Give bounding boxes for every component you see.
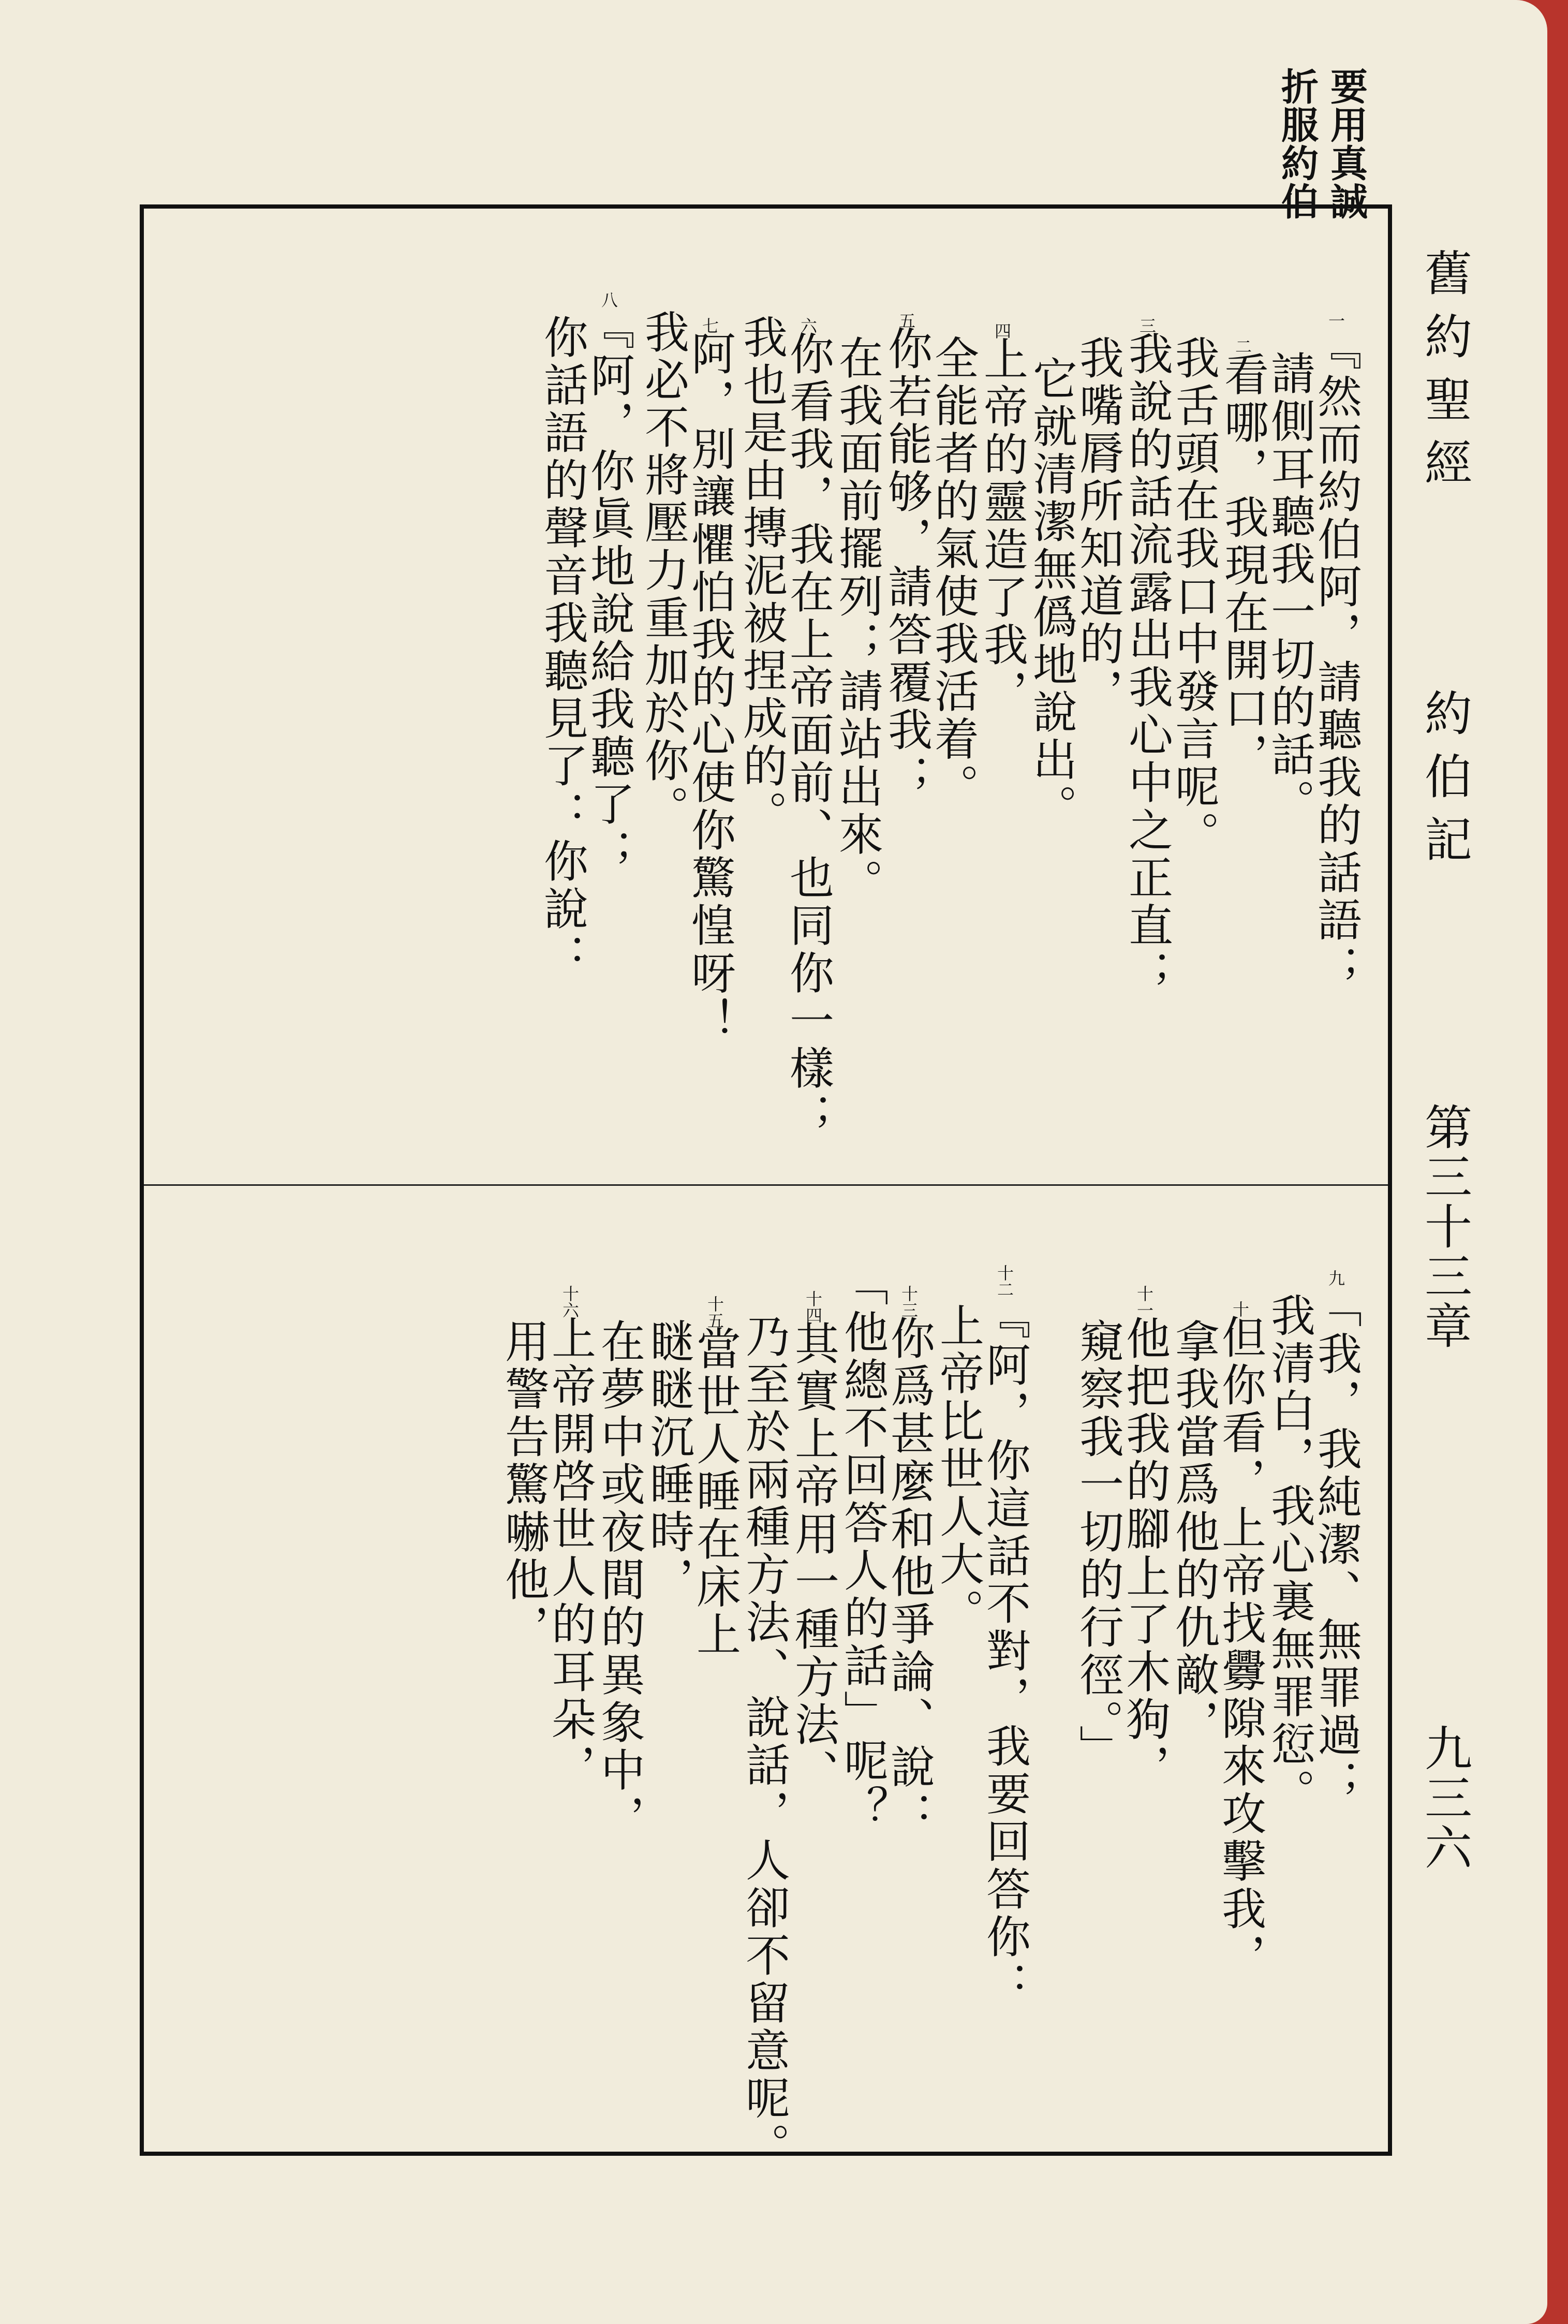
verse-line <box>883 1285 935 1839</box>
verse-line <box>738 1313 790 2170</box>
verse-line <box>689 1296 741 1659</box>
verse-text: 上帝比世人大。 <box>932 1303 984 1636</box>
verse-text: 「他總不回答人的話」呢？ <box>836 1261 888 1833</box>
verse-text: 上帝的靈造了我， <box>976 336 1028 717</box>
verse-text: 阿，別讓懼怕我的心使你驚惶呀！ <box>684 331 735 1045</box>
section-divider <box>144 1184 1388 1186</box>
verse-text: 我嘴脣所知道的， <box>1072 335 1123 716</box>
verse-text: 我說的話流露出我心中之正直； <box>1121 331 1173 997</box>
verse-number: 三 <box>1137 317 1157 334</box>
side-note-line-2: 折服約伯 <box>1275 67 1319 220</box>
verse-number: 九 <box>1326 1270 1345 1286</box>
verse-number: 八 <box>599 291 618 308</box>
verse-number: 十一 <box>1134 1285 1154 1318</box>
side-note-line-1: 要用真誠 <box>1324 67 1368 220</box>
verse-line <box>1214 1301 1266 1981</box>
verse-text: 但你看，上帝找釁隙來攻擊我， <box>1214 1314 1266 1981</box>
verse-text: 瞇瞇沉睡時， <box>642 1318 694 1604</box>
verse-line <box>1263 350 1315 827</box>
verse-number: 四 <box>992 322 1012 339</box>
verse-text: 看哪，我現在開口， <box>1217 351 1268 780</box>
book-title: 約伯記 <box>1417 688 1472 878</box>
verse-line <box>1025 356 1077 832</box>
verse-line <box>735 314 787 838</box>
verse-line <box>782 317 834 1140</box>
verse-line <box>497 1318 549 1652</box>
verse-text: 我舌頭在我口中發言呢。 <box>1167 335 1219 859</box>
verse-line <box>1263 1292 1315 1816</box>
verse-number: 十六 <box>560 1285 580 1318</box>
verse-line <box>684 317 735 1045</box>
verse-line <box>536 314 588 981</box>
verse-text: 你爲甚麼和他爭論、說： <box>883 1315 935 1839</box>
verse-text: 請側耳聽我一切的話。 <box>1263 350 1315 827</box>
verse-text: 窺察我一切的行徑。」 <box>1072 1318 1123 1772</box>
chapter-title: 第三十三章 <box>1417 1102 1472 1351</box>
verse-text: 當世人睡在床上 <box>689 1326 741 1659</box>
verse-line <box>1310 1270 1362 1807</box>
verse-text: 『阿，你這話不對，我要回答你： <box>979 1295 1030 2009</box>
verse-text: 你看我，我在上帝面前、也同你一樣； <box>782 331 834 1140</box>
verse-number: 六 <box>798 317 818 334</box>
verse-line <box>593 1318 645 1842</box>
verse-number: 七 <box>700 317 719 334</box>
verse-text: 乃至於兩種方法、說話，人卻不留意呢。 <box>738 1313 790 2170</box>
verse-text: 拿我當爲他的仇敵， <box>1167 1318 1219 1747</box>
verse-number: 二 <box>1233 338 1252 355</box>
verse-number: 十三 <box>899 1285 919 1318</box>
verse-text: 『然而約伯阿，請聽我的話語； <box>1310 326 1362 992</box>
verse-line <box>1118 1285 1170 1791</box>
verse-line <box>927 335 979 811</box>
verse-text: 我清白，我心裏無罪愆。 <box>1263 1292 1315 1816</box>
verse-text: 其實上帝用一種方法、 <box>787 1320 839 1797</box>
verse-line <box>642 1318 694 1604</box>
verse-line <box>836 1261 888 1833</box>
verse-line <box>1072 335 1123 716</box>
verse-line <box>831 335 883 906</box>
verse-number: 十四 <box>803 1290 823 1323</box>
verse-line <box>976 322 1028 717</box>
verse-line <box>1310 312 1362 992</box>
page-number: 九三六 <box>1417 1724 1472 1873</box>
verse-line <box>1167 1318 1219 1747</box>
verse-line <box>544 1285 596 1791</box>
verse-line <box>979 1264 1030 2009</box>
verse-line <box>1121 317 1173 997</box>
verse-text: 上帝開啓世人的耳朵， <box>544 1315 596 1791</box>
verse-number: 十二 <box>995 1264 1014 1298</box>
verse-text: 全能者的氣使我活着。 <box>927 335 979 811</box>
verse-line <box>1167 335 1219 859</box>
verse-text: 在我面前擺列；請站出來。 <box>831 335 883 906</box>
verse-text: 你若能够，請答覆我； <box>880 326 932 802</box>
verse-line <box>787 1290 839 1797</box>
verse-line <box>1217 338 1268 780</box>
verse-text: 「我，我純潔、無罪過； <box>1310 1283 1362 1807</box>
verse-text: 你話語的聲音我聽見了：你說： <box>536 314 588 981</box>
verse-number: 五 <box>896 312 916 329</box>
verse-text: 它就清潔無僞地說出。 <box>1025 356 1077 832</box>
verse-number: 十 <box>1230 1301 1250 1317</box>
verse-text: 用警告驚嚇他， <box>497 1318 549 1652</box>
verse-text: 我也是由摶泥被捏成的。 <box>735 314 787 838</box>
book-series-title: 舊約聖經 <box>1417 248 1472 501</box>
verse-line <box>583 291 634 876</box>
verse-line <box>1072 1318 1123 1772</box>
verse-number: 十五 <box>705 1296 724 1329</box>
verse-text: 『阿，你眞地說給我聽了； <box>583 305 634 876</box>
verse-text: 在夢中或夜間的異象中， <box>593 1318 645 1842</box>
text-frame <box>140 204 1392 2170</box>
verse-text: 我必不將壓力重加於你。 <box>637 309 689 833</box>
verse-number: 一 <box>1326 312 1345 329</box>
verse-line <box>637 309 689 833</box>
verse-text: 他把我的腳上了木狗， <box>1118 1315 1170 1791</box>
verse-line <box>880 312 932 802</box>
verse-line <box>932 1303 984 1636</box>
